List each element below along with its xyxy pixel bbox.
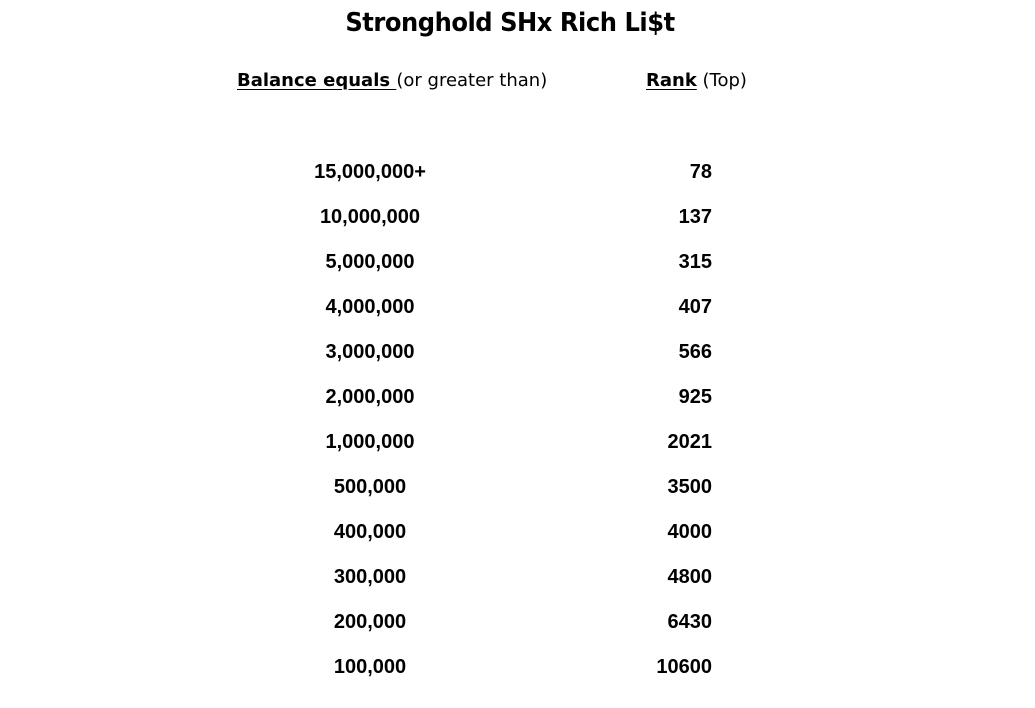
table-row (0, 565, 1035, 610)
rank-cell: 3500 (667, 476, 712, 498)
balance-header-label: Balance equals (237, 70, 397, 91)
balance-cell: 300,000 (333, 566, 407, 588)
table-row (0, 520, 1035, 565)
table-row (0, 610, 1035, 655)
table-row (0, 205, 1035, 250)
table-row (0, 385, 1035, 430)
rank-cell: 925 (678, 386, 712, 408)
rank-cell: 78 (689, 161, 712, 183)
table-row (0, 160, 1035, 205)
balance-cell: 10,000,000 (319, 206, 421, 228)
rank-cell: 315 (678, 251, 712, 273)
rich-list-table (0, 160, 1035, 700)
balance-cell: 3,000,000 (325, 341, 415, 363)
rank-cell: 566 (678, 341, 712, 363)
rank-cell: 4800 (667, 566, 712, 588)
table-row (0, 250, 1035, 295)
rank-cell: 137 (678, 206, 712, 228)
page-title: Stronghold SHx Rich Li$t (345, 8, 675, 38)
balance-cell: 100,000 (333, 656, 407, 678)
rank-header-note: (Top) (696, 70, 747, 91)
balance-cell: 500,000 (333, 476, 407, 498)
table-row (0, 475, 1035, 520)
rank-column-header (646, 70, 747, 91)
balance-cell: 2,000,000 (325, 386, 415, 408)
rank-cell: 407 (678, 296, 712, 318)
rank-cell: 2021 (667, 431, 712, 453)
rank-header-label: Rank (646, 70, 697, 91)
rank-cell: 6430 (667, 611, 712, 633)
table-row (0, 430, 1035, 475)
balance-cell: 5,000,000 (325, 251, 415, 273)
balance-cell: 200,000 (333, 611, 407, 633)
balance-cell: 4,000,000 (325, 296, 415, 318)
balance-column-header (237, 70, 547, 91)
table-row (0, 655, 1035, 700)
balance-cell: 400,000 (333, 521, 407, 543)
balance-cell: 1,000,000 (325, 431, 415, 453)
rank-cell: 4000 (667, 521, 712, 543)
balance-cell: 15,000,000+ (314, 161, 426, 183)
rank-cell: 10600 (656, 656, 712, 678)
balance-header-note: (or greater than) (396, 70, 548, 91)
table-row (0, 295, 1035, 340)
table-row (0, 340, 1035, 385)
